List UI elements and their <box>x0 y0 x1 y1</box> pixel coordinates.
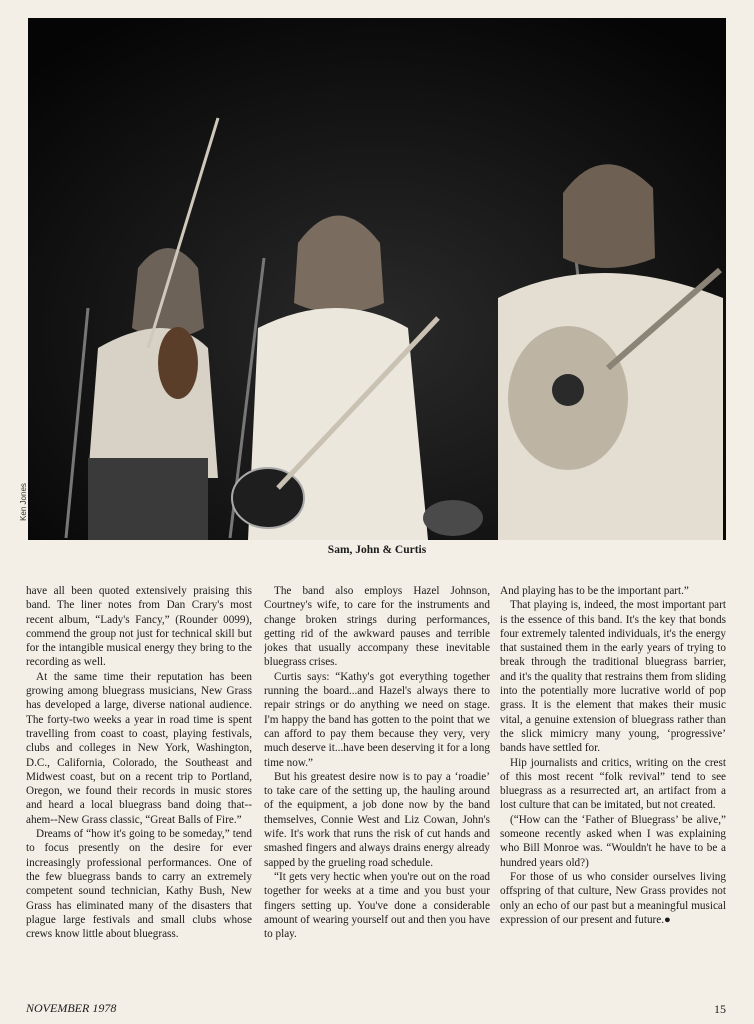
photo-illustration <box>28 18 726 540</box>
paragraph: And playing has to be the important part.” <box>500 585 689 597</box>
paragraph: But his greatest desire now is to pay a ‘roadie’ to take care of the setting up, the hauling around of the equipment, a job done now by the band themselves, Connie West and Liz Cowan, John's wife. It's work that runs the risk of cut hands and smashed fingers and always drains energy already sapped by the grueling road schedule. <box>264 770 490 869</box>
paragraph: Hip journalists and critics, writing on the crest of this most recent “folk revival” tend to see bluegrass as a resurrected art, an artifact from a lost culture that can be imitated, but not created. <box>500 756 726 812</box>
paragraph: For those of us who consider ourselves living offspring of that culture, New Grass provides not only an echo of our past but a meaningful musical expression of our present and future.● <box>500 870 726 926</box>
text-column-2 <box>264 584 490 996</box>
paragraph: At the same time their reputation has been growing among bluegrass musicians, New Grass has developed a large, diverse national audience. The forty-two weeks a year in road time is spent travelling from coast to coast, playing festivals, clubs and colleges in New York, Washington, D.C., California, Colorado, the Southeast and Midwest coast, but on a recent trip to Portland, Oregon, we found their records in music stores and heard a local bluegrass band doing that--ahem--New Grass classic, “Great Balls of Fire.” <box>26 670 252 826</box>
text-column-1 <box>26 584 252 996</box>
paragraph: Dreams of “how it's going to be someday,” tend to focus presently on the desire for ever increasingly professional performances. One of the few bluegrass bands to carry an extremely competent sound technician, Kathy Bush, New Grass has eliminated many of the disasters that plague large festivals and small clubs whose crews know little about bluegrass. <box>26 828 252 941</box>
paragraph: “It gets very hectic when you're out on the road together for weeks at a time and you bust your fingers setting up. You've done a considerable amount of wearing yourself out and then you have to play. <box>264 870 490 941</box>
paragraph: The band also employs Hazel Johnson, Courtney's wife, to care for the instruments and change broken strings during performances, getting rid of the awkward pauses and terrible jokes that usually accompany these inevitable bluegrass crises. <box>264 585 490 669</box>
photo-credit: Ken Jones <box>19 483 28 521</box>
concert-photo <box>28 18 726 540</box>
paragraph: That playing is, indeed, the most important part is the essence of this band. It's the key that bonds four extremely talented individuals, it's the energy that sustained them in the early years of trying to break through the traditional bluegrass barrier, and it's the quality that restrains them from sliding into the potentially more lucrative world of pop grass. It is the element that makes their music vital, a genuine extension of bluegrass rather than the slick mimicry many young, ‘progressive’ bands have settled for. <box>500 599 726 755</box>
issue-date: NOVEMBER 1978 <box>26 1001 117 1015</box>
paragraph: Curtis says: “Kathy's got everything together running the board...and Hazel's always there to repair strings or do anything we need on stage. I'm happy the band has gotten to the point that we can afford to pay them because they very, very much deserve it...have been deserving it for a long time now.” <box>264 670 490 769</box>
photo-caption: Sam, John & Curtis <box>327 544 427 556</box>
page-number: 15 <box>714 1002 726 1016</box>
paragraph: have all been quoted extensively praising this band. The liner notes from Dan Crary's most recent album, “Lady's Fancy,” (Rounder 0099), commend the group not just for technical skill but for the intangible musical energy they bring to the recording as well. <box>26 585 252 669</box>
text-column-3 <box>500 584 726 996</box>
paragraph: (“How can the ‘Father of Bluegrass’ be alive,” someone recently asked when I was explaining who Bill Monroe was. “Wouldn't he have to be a hundred years old?) <box>500 813 726 869</box>
